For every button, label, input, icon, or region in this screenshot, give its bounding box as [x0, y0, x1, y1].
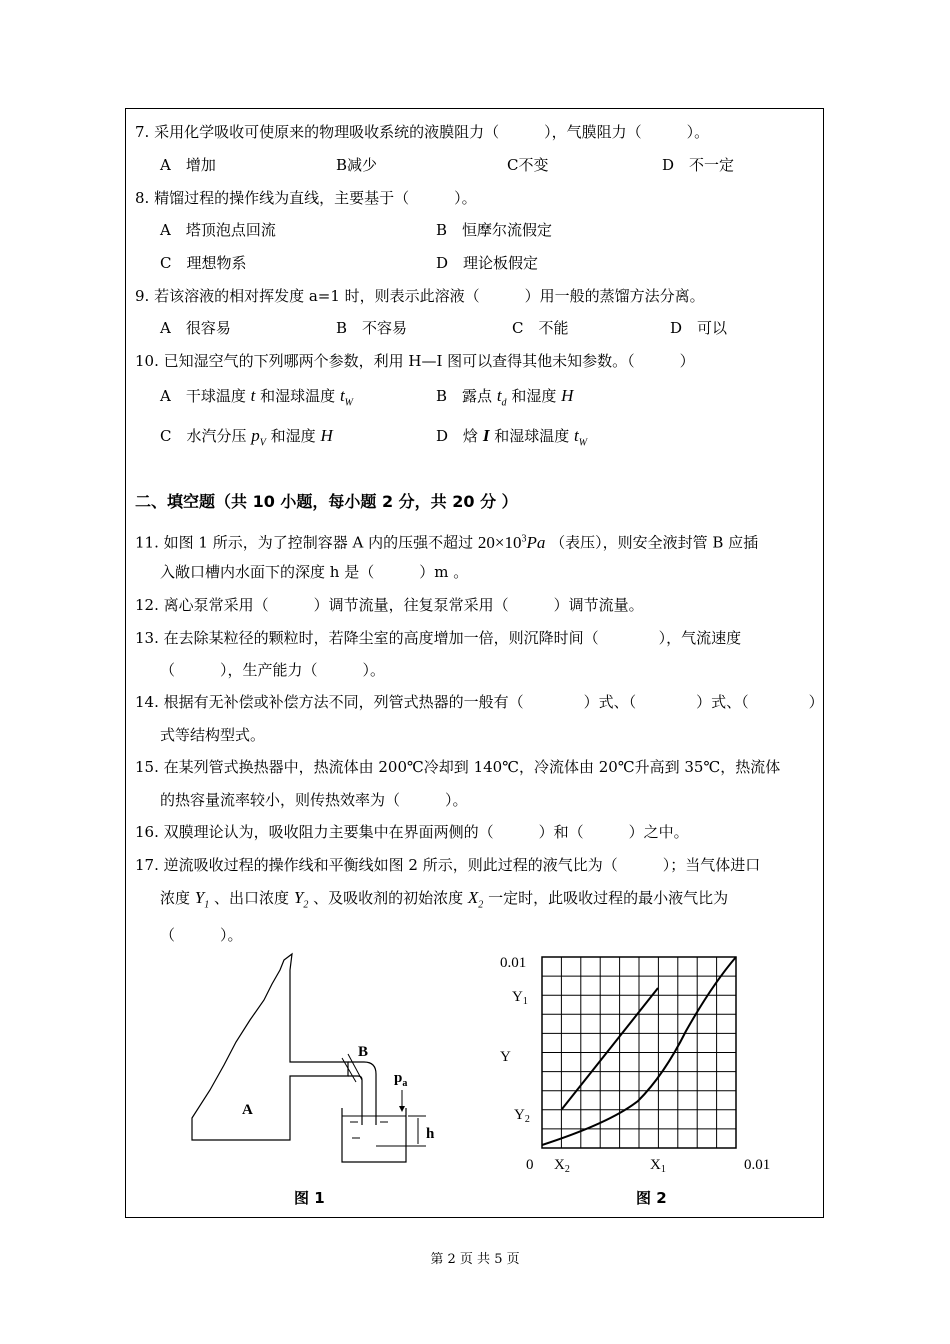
q10-c-text: C 水汽分压: [160, 427, 247, 445]
q8-stem: 8. 精馏过程的操作线为直线，主要基于（ ）。: [135, 189, 477, 207]
q10-option-c: [160, 426, 333, 453]
figure-1: [180, 950, 440, 1170]
q7-option-d: D 不一定: [662, 156, 735, 174]
label-B: B: [358, 1044, 369, 1060]
label-pa: $p_a$: [394, 1070, 408, 1089]
x-axis-right-label: 0.01: [744, 1157, 771, 1173]
q13-line-2: （ ），生产能力（ ）。: [160, 661, 386, 679]
q10-option-a: [160, 386, 353, 413]
q8-option-c: C 理想物系: [160, 254, 247, 272]
page-footer: 第 2 页 共 5 页: [430, 1252, 520, 1267]
q10-stem: 10. 已知湿空气的下列哪两个参数，利用 H—I 图可以查得其他未知参数。（ ）: [135, 352, 695, 370]
I-symbol: I: [482, 426, 490, 445]
q17-text-d: 一定时，此吸收过程的最小液气比为: [488, 889, 729, 907]
Y2-symbol: $Y_2$: [293, 888, 309, 911]
q10-option-d: [436, 426, 587, 453]
Y1-symbol: $Y_1$: [194, 888, 210, 911]
y-axis-top-label: 0.01: [500, 955, 527, 971]
q15-line-2: 的热容量流率较小，则传热效率为（ ）。: [160, 791, 468, 809]
H-symbol: H: [561, 386, 574, 405]
q9-stem: 9. 若该溶液的相对挥发度 a=1 时，则表示此溶液（ ）用一般的蒸馏方法分离。: [135, 287, 705, 305]
pv-symbol: $p_V$: [251, 426, 266, 449]
pressure-value: $20\times 10^3Pa$: [477, 532, 546, 552]
grid: [542, 957, 736, 1148]
q11-line-2: 入敞口槽内水面下的深度 h 是（ ）m 。: [160, 563, 469, 581]
pa-arrowhead: [399, 1106, 405, 1112]
label-A: A: [242, 1102, 253, 1118]
q9-option-c: C 不能: [512, 319, 569, 337]
q7-stem: 7. 采用化学吸收可使原来的物理吸收系统的液膜阻力（ ），气膜阻力（ ）。: [135, 123, 710, 141]
q17-line-2: [160, 888, 728, 915]
seal-pipe-inner: [348, 1076, 362, 1125]
q12-line: 12. 离心泵常采用（ ）调节流量，往复泵常采用（ ）调节流量。: [135, 596, 644, 614]
q17-text-b: 、出口浓度: [214, 889, 290, 907]
q9-option-b: B 不容易: [336, 319, 408, 337]
q8-option-a: A 塔顶泡点回流: [160, 221, 276, 239]
q11-line-1: [135, 529, 758, 553]
tw-symbol: $t_W$: [339, 386, 354, 409]
q14-line-2: 式等结构型式。: [160, 726, 266, 744]
q10-c-mid: 和湿度: [270, 427, 316, 445]
q17-text-c: 、及吸收剂的初始浓度: [313, 889, 464, 907]
q10-a-text: A 干球温度: [160, 387, 246, 405]
q7-option-c: C不变: [507, 156, 549, 174]
q10-d-mid: 和湿球温度: [494, 427, 570, 445]
q8-option-d: D 理论板假定: [436, 254, 539, 272]
q10-option-b: [436, 386, 573, 413]
q17-text-a: 浓度: [160, 889, 191, 907]
q7-option-a: A 增加: [160, 156, 216, 174]
figure-1-caption: 图 1: [294, 1189, 325, 1207]
q10-d-text: D 焓: [436, 427, 479, 445]
q9-option-a: A 很容易: [160, 319, 231, 337]
q10-b-text: B 露点: [436, 387, 493, 405]
X2-symbol: $X_2$: [467, 888, 484, 911]
tw-symbol: $t_W$: [574, 426, 588, 449]
q10-b-mid: 和湿度: [511, 387, 557, 405]
q14-line-1: 14. 根据有无补偿或补偿方法不同，列管式热器的一般有（ ）式、（ ）式、（ ）: [135, 693, 824, 711]
y1-label: $Y_1$: [512, 989, 528, 1007]
y2-label: $Y_2$: [514, 1107, 530, 1125]
figure-2: [490, 945, 790, 1185]
q15-line-1: 15. 在某列管式换热器中，热流体由 200℃冷却到 140℃，冷流体由 20℃升高到 35℃，热流体: [135, 758, 781, 776]
H-symbol: H: [320, 426, 333, 445]
section-2-title: 二、填空题（共 10 小题，每小题 2 分，共 20 分 ）: [135, 492, 518, 511]
q17-line-1: 17. 逆流吸收过程的操作线和平衡线如图 2 所示，则此过程的液气比为（ ）；当气体进口: [135, 856, 761, 874]
t-symbol: t: [250, 386, 256, 405]
x2-label: $X_2$: [554, 1157, 570, 1175]
q11-text-b: （表压），则安全液封管 B 应插: [550, 533, 759, 552]
vessel-outline: [192, 954, 348, 1140]
y-axis-label: Y: [500, 1049, 511, 1065]
q16-line: 16. 双膜理论认为，吸收阻力主要集中在界面两侧的（ ）和（ ）之中。: [135, 823, 689, 841]
q11-text-a: 11. 如图 1 所示，为了控制容器 A 内的压强不超过: [135, 533, 474, 552]
q7-option-b: B减少: [336, 156, 378, 174]
q8-option-b: B 恒摩尔流假定: [436, 221, 553, 239]
origin-label: 0: [526, 1157, 534, 1173]
q10-a-mid: 和湿球温度: [260, 387, 336, 405]
q9-option-d: D 可以: [670, 319, 728, 337]
q13-line-1: 13. 在去除某粒径的颗粒时，若降尘室的高度增加一倍，则沉降时间（ ），气流速度: [135, 629, 742, 647]
q17-line-3: （ ）。: [160, 926, 243, 944]
label-h: h: [426, 1126, 435, 1142]
td-symbol: $t_d$: [496, 386, 507, 409]
figure-2-caption: 图 2: [636, 1189, 667, 1207]
x1-label: $X_1$: [650, 1157, 666, 1175]
